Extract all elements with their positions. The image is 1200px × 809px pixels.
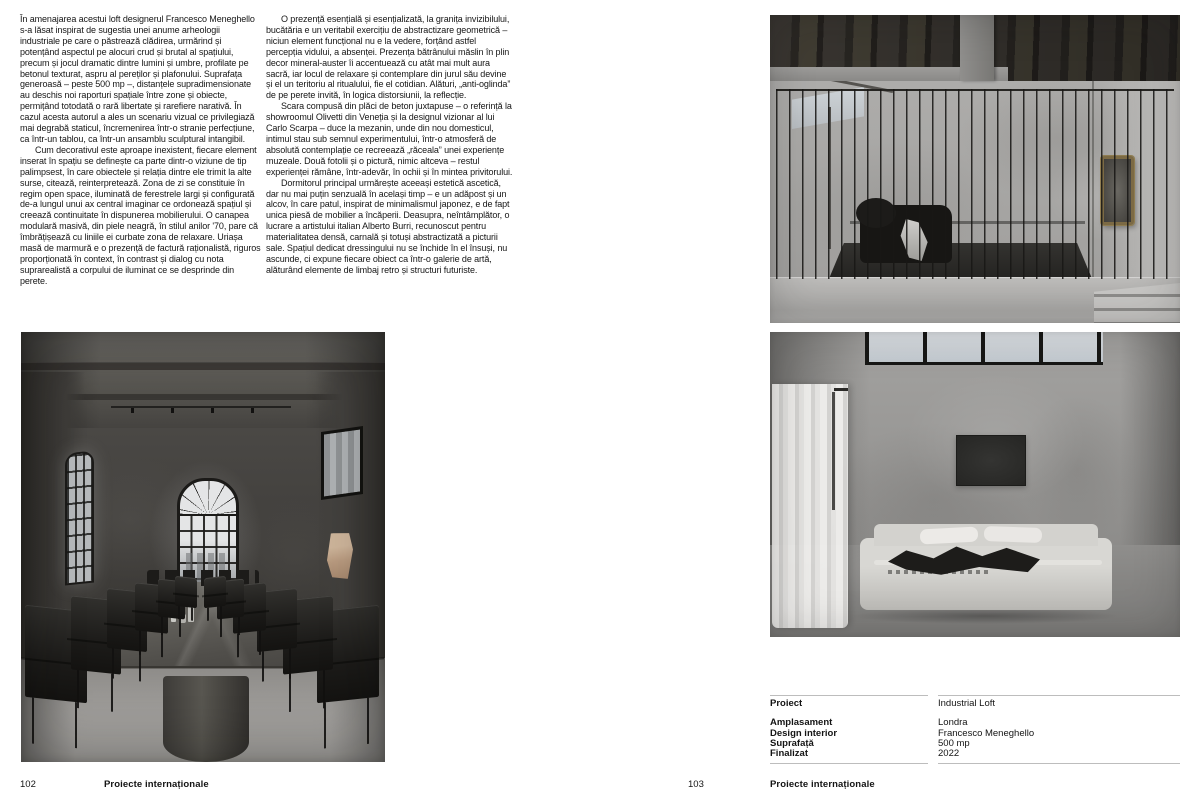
article-column-1: [20, 14, 261, 287]
photo-bedroom: [770, 332, 1180, 637]
info-value: Francesco Meneghello: [938, 727, 1035, 739]
photo-vignette: [770, 332, 1180, 637]
info-value: 2022: [938, 748, 960, 760]
page-number: 103: [688, 779, 704, 790]
page-footer-right: [688, 779, 875, 790]
article-paragraph: Dormitorul principal urmărește aceeași estetică ascetică, dar nu mai puțin senzuală în același timp – e un adăpost și un alcov, în care patul, inspirat de minimalismul japonez, e de fapt unica piesă de mobilier a încăperii. Deasupra, neîntâmplător, o lucrare a artistului italian Alberto Burri, recunoscut pentru materialitatea densă, carnală și totuși abstractizată a picturii sale. Spațiul dedicat dressingului nu se închide în el însuși, nu ascunde, ci expune fiecare obiect ca într-o galerie de artă, alăturând elemente de limbaj retro și structuri futuriste.: [266, 177, 510, 275]
info-label: Amplasament: [770, 717, 833, 729]
photo-dining-hall: [21, 332, 385, 762]
section-label: Proiecte internaționale: [770, 779, 875, 790]
article-column-2: [266, 14, 513, 276]
info-label: Proiect: [770, 698, 803, 709]
page-footer-left: [20, 779, 209, 790]
photo-vignette: [21, 332, 385, 762]
info-label: Finalizat: [770, 748, 809, 760]
article-paragraph: Cum decorativul este aproape inexistent, fiecare element inserat în spațiu se definește ca parte dintr-o viziune de tip palimpsest, în care obiectele și relația dintre ele trimit la alte surse, citează, reinterpretează. Zona de zi se constituie în regim open space, iluminată de ferestrele largi și configurată de-a lungul unui ax central imaginar ce ordonează spațiul și creează continuitate în dispunerea mobilierului. O canapea modulară masivă, din piele neagră, în stilul anilor '70, pare că îmbrățișează cu liniile ei curbate zona de relaxare. Uriașa masă de marmură e o prezență de factură raționalistă, riguros proporționată în context, în contrast și dialog cu nota suprarealistă a corpului de iluminat ce se desprinde din perete.: [20, 144, 261, 286]
info-label: Design interior: [770, 727, 838, 739]
section-label: Proiecte internaționale: [104, 779, 209, 790]
article-paragraph: În amenajarea acestui loft designerul Francesco Meneghello s-a lăsat inspirat de sugestia unei anume arheologii industriale pe care o păstrează clădirea, urmărind și potențând aspectul pe alocuri crud și brutal al spațiului, precum și jocul dramatic dintre lumini și umbre, profilate pe betonul texturat, aspru al pereților și plafonului. Suprafața generoasă – peste 500 mp –, distanțele supradimensionate au deschis noi raporturi spațiale între zone și obiecte, permițând totodată o rară libertate și rarefiere narativă. În cazul acesta autorul a ales un scenariu vizual ce privilegiază mai degrabă staticul, încremenirea într-o stranie perfecțiune, ca într-un tablou, ca într-un ansamblu sculptural intangibil.: [20, 14, 255, 144]
photo-vignette: [770, 15, 1180, 323]
info-value: Industrial Loft: [938, 698, 996, 709]
info-value: Londra: [938, 717, 968, 729]
project-info-values: [938, 695, 1180, 764]
page-number: 102: [20, 779, 36, 790]
photo-mezzanine-lounge: [770, 15, 1180, 323]
article-paragraph: Scara compusă din plăci de beton juxtapuse – o referință la showroomul Olivetti din Veneția și la designul vizionar al lui Carlo Scarpa – duce la mezanin, unde din nou domesticul, intimul stau sub semnul experimentului, într-o atmosferă de absolută contemplație ce recreează „răceala” unei experiențe muzeale. Două fotolii și o pictură, nimic altceva – restul experienței rămâne, într-adevăr, în ochii și în mintea privitorului.: [266, 101, 513, 177]
project-info-table: [770, 695, 1180, 764]
info-label: Suprafață: [770, 737, 814, 749]
project-info-labels: [770, 695, 928, 764]
info-value: 500 mp: [938, 737, 970, 749]
info-spacer: [938, 709, 1180, 718]
article-paragraph: O prezență esențială și esențializată, la granița invizibilului, bucătăria e un veritabil exercițiu de abstractizare geometrică – niciun element funcțional nu e la vedere, forțând astfel percepția vidului, a absenței. Prezența bătrânului măslin în plin decor mineral-auster îi accentuează cu atât mai mult aura sacră, iar locul de relaxare și contemplare din jurul său devine și el un teritoriu al ritualului, fie el cotidian. Alături, „anti-oglinda” de pe perete invită, în logica distorsiunii, la reflecție.: [266, 14, 511, 101]
